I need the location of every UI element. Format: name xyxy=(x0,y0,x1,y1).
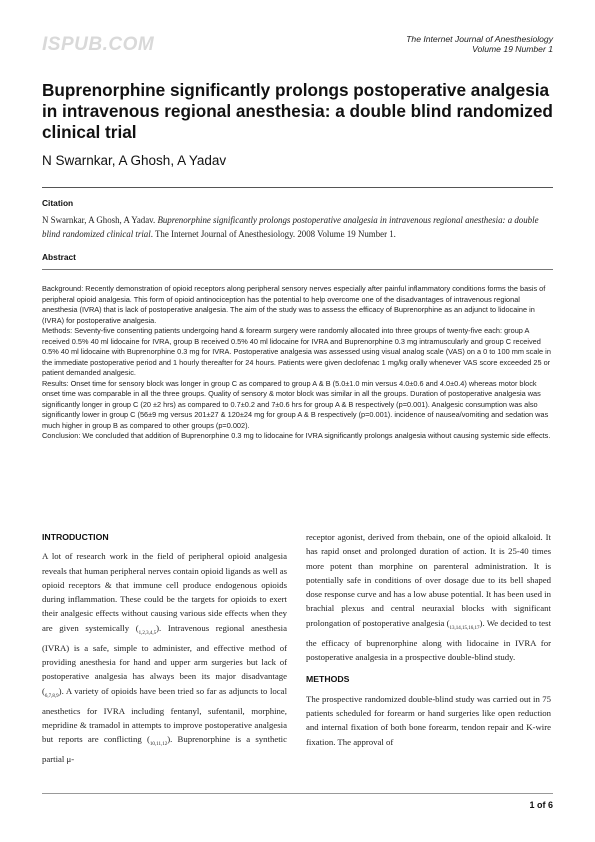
reference-marker[interactable]: 13,14,15,16,17 xyxy=(449,625,480,631)
divider xyxy=(42,269,553,270)
intro-paragraph-2: receptor agonist, derived from thebain, one of the opioid alkaloid. It has rapid onset and prolonged duration of action. It is 25-40 times more potent than morphine on parenteral administration. It is potentially safe in conditions of over dosage due to its bell shaped dose response curve and has a low abuse potential. It has been used in brachial plexus and central neuraxial blocks with significant prolongation of postoperative analgesia $(_{13,14,15,16,17})$. We decided to test the efficacy of buprenorphine along with lidocaine in IVRA for postoperative analgesia in a prospective double-blind study. xyxy=(306,532,551,663)
citation-title: Buprenorphine significantly prolongs postoperative analgesia in intravenous regional anesthesia: a double blind randomized clinical trial xyxy=(42,215,539,239)
methods-paragraph: The prospective randomized double-blind study was carried out in 75 patients scheduled for forearm or hand surgeries like open reduction and internal fixation of both bone forearm, tendon repair and K-wire fixation. The approval of xyxy=(306,693,551,747)
reference-marker[interactable]: 1,2,3,4,5 xyxy=(138,630,157,636)
abstract-background: Background: Recently demonstration of opioid receptors along peripheral sensory nerves especially after painful inflammatory conditions forms the basis of peripheral opioid analgesia. This form of opioid antinociception has the potential to help overcome one of the disadvantages of intravenous regional anesthesia (IVRA) that is lack of postoperative analgesia. The aim of the study was to assess the efficacy of Buprenorphine as an adjunct to lidocaine in (IVRA) for postoperative analgesia. xyxy=(42,284,546,325)
reference-marker[interactable]: 10,11,12 xyxy=(149,742,168,748)
abstract-conclusion: Conclusion: We concluded that addition of Buprenorphine 0.3 mg to lidocaine for IVRA significantly prolongs analgesia without causing systemic side effects. xyxy=(42,431,551,440)
right-column xyxy=(306,530,551,749)
reference-marker[interactable]: 6,7,8,9 xyxy=(44,693,59,699)
intro-paragraph-1: A lot of research work in the field of peripheral opioid analgesia reveals that human peripheral nerves contain opioid ligands as well as opioid receptors & that immune cell produce endogenous opioids during inflammation. These could be the targets for opioids to exert their analgesic effects without causing various side effects when they are given systemically $(_{1,2,3,4,5})$. Intravenous regional anesthesia (IVRA) is a safe, simple to administer, and effective method of providing anesthesia for hand and upper arm surgeries but lack of postoperative analgesia has always been its major disadvantage $(_{6,7,8,9})$. A variety of opioids have been tried so far as adjuncts to local anesthetics for IVRA including fentanyl, sufentanil, morphine, mepridine & tramadol in attempts to improve postoperative analgesia but reports are conflicting $(_{10,11,12})$. Buprenorphine is a synthetic partial μ- xyxy=(42,551,287,765)
journal-volume: Volume 19 Number 1 xyxy=(472,44,553,54)
ispub-logo: ISPUB.COM xyxy=(42,34,155,55)
article-title: Buprenorphine significantly prolongs postoperative analgesia in intravenous regional anesthesia: a double blind randomized clinical trial xyxy=(42,80,553,142)
divider xyxy=(42,187,553,188)
abstract-heading: Abstract xyxy=(42,252,76,262)
abstract-methods: Methods: Seventy-five consenting patients undergoing hand & forearm surgery were randomly allocated into three groups of twenty-five each: group A received 0.5% 40 ml lidocaine for IVRA, group B received 0.5% 40 ml lidocaine for IVRA and Buprenorphine 0.3 mg intramuscularly and group C received 0.5% 40 ml lidocaine with Buprenorphine 0.3 mg for IVRA. Postoperative analgesia was assessed using visual analog scale (VAS) on a 0 to 100 mm scale in the immediate postoperative period and 1 hourly thereafter for 24 hours. Patients were given declofenac 1 mg/kg orally whenever VAS score exceeded 25 or patient demanded analgesic. xyxy=(42,326,551,377)
left-column xyxy=(42,530,287,767)
citation-prefix: N Swarnkar, A Ghosh, A Yadav. xyxy=(42,215,158,225)
methods-heading: METHODS xyxy=(306,674,350,685)
citation-heading: Citation xyxy=(42,198,74,208)
introduction-heading: INTRODUCTION xyxy=(42,532,109,542)
abstract-body xyxy=(42,284,554,442)
article-authors: N Swarnkar, A Ghosh, A Yadav xyxy=(42,153,227,168)
citation-suffix: . The Internet Journal of Anesthesiology. 2008 Volume 19 Number 1. xyxy=(150,229,396,239)
journal-info xyxy=(406,34,553,54)
citation-text xyxy=(42,213,554,241)
page-number: 1 of 6 xyxy=(529,800,553,810)
abstract-results: Results: Onset time for sensory block was longer in group C as compared to group A & B (5.0±1.0 min versus 4.0±0.6 and 4.0±0.4) whereas motor block onset time was comparable in all the three groups. Quality of sensory & motor block was similar in all the groups. Duration of postoperative analgesia was significantly longer in group C (20 ±2 hrs) as compared to 0.7±0.2 and 7±0.6 hrs for group A & B respectively (p=0.001). Analgesic consumption was also significantly lower in group C (56±9 mg versus 201±27 & 120±24 mg for group A & B respectively (p=0.001). incidence of nausea/vomiting and sedation was much higher in group B as compared to other groups (p=0.002). xyxy=(42,378,549,430)
journal-name: The Internet Journal of Anesthesiology xyxy=(406,34,553,44)
footer-divider xyxy=(42,793,553,794)
